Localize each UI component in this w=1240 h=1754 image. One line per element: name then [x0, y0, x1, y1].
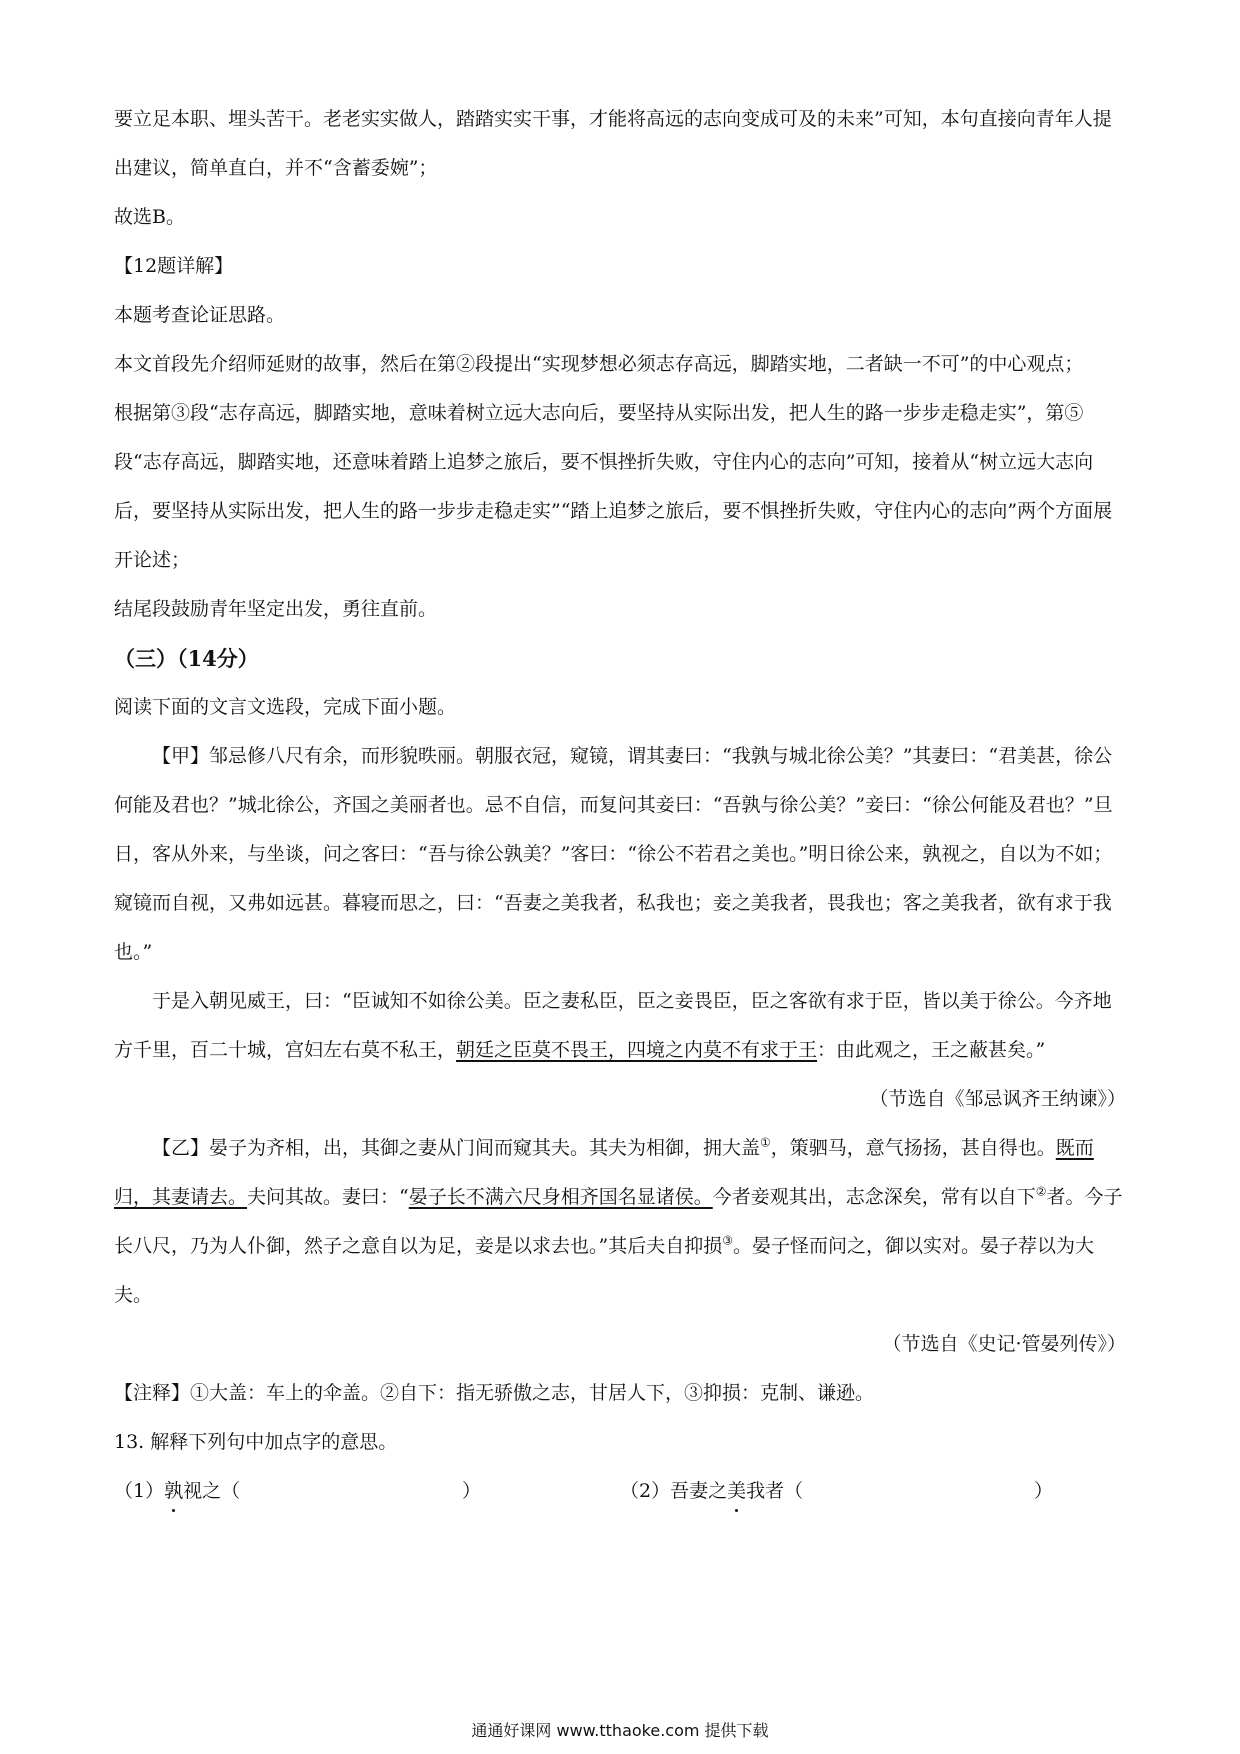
yi-text-2: ，策驷马，意气扬扬，甚自得也。 — [770, 1137, 1056, 1159]
footnote-marker-3: ③ — [722, 1233, 733, 1248]
yi-text-4: 今者妾观其出，志念深矣，常有以自下 — [712, 1186, 1036, 1208]
section-instruction: 阅读下面的文言文选段，完成下面小题。 — [114, 696, 457, 718]
passage-yi-paragraph — [114, 1124, 1126, 1320]
analysis-paragraph-4: 根据第③段“志存高远，脚踏实地，意味着树立远大志向后，要坚持从实际出发，把人生的路一步步走稳走实”，第⑤段“志存高远，脚踏实地，还意味着踏上追梦之旅后，要不惧挫折失败，守住内心的志向”可知，接着从“树立远大志向后，要坚持从实际出发，把人生的路一步步走稳走实”“踏上追梦之旅后，要不惧挫折失败，守住内心的志向”两个方面展开论述； — [114, 402, 1113, 571]
analysis-paragraph-2: 本题考查论证思路。 — [114, 304, 286, 326]
analysis-paragraph-1: 要立足本职、埋头苦干。老老实实做人，踏踏实实干事，才能将高远的志向变成可及的未来”可知，本句直接向青年人提出建议，简单直白，并不“含蓄委婉”； — [114, 108, 1112, 179]
item-2-text-before: 吾妻之 — [670, 1480, 728, 1502]
passage-yi-source: （节选自《史记·管晏列传》） — [882, 1333, 1126, 1355]
question-13-stem: 13. 解释下列句中加点字的意思。 — [114, 1431, 398, 1453]
item-1-number: （1） — [114, 1480, 165, 1502]
page-content — [114, 95, 1126, 1516]
question-12-heading: 【12题详解】 — [114, 255, 234, 277]
yi-underlined-sentence-2: 晏子长不满六尺身相齐国名显诸侯。 — [408, 1186, 713, 1208]
analysis-paragraph-3: 本文首段先介绍师延财的故事，然后在第②段提出“实现梦想必须志存高远，脚踏实地，二者缺一不可”的中心观点； — [114, 353, 1084, 375]
item-1-dotted-char: 孰 — [164, 1467, 183, 1516]
question-13-item-1 — [114, 1467, 240, 1516]
answer-line: 故选B。 — [114, 206, 185, 228]
item-1-close-paren: ） — [462, 1480, 482, 1502]
footnote-marker-2: ② — [1035, 1184, 1047, 1199]
question-13-items — [114, 1467, 1126, 1516]
passage-jia-paragraph-2 — [114, 977, 1126, 1075]
jia-text-before: 于是入朝见威王，曰：“臣诚知不如徐公美。臣之妻私臣，臣之妾畏臣，臣之客欲有求于臣，皆以美于徐公。今齐地方千里，百二十城，宫妇左右莫不私王， — [114, 990, 1112, 1061]
item-1-text: 视之（ — [183, 1480, 241, 1502]
analysis-paragraph-5: 结尾段鼓励青年坚定出发，勇往直前。 — [114, 598, 438, 620]
section-heading: （三）（14分） — [114, 646, 259, 671]
item-2-text: 我者（ — [746, 1480, 804, 1502]
item-2-dotted-char: 美 — [727, 1467, 746, 1516]
question-13-item-2 — [620, 1467, 803, 1516]
passage-jia-paragraph-1: 【甲】邹忌修八尺有余，而形貌昳丽。朝服衣冠，窥镜，谓其妻曰：“我孰与城北徐公美？”其妻曰：“君美甚，徐公何能及君也？”城北徐公，齐国之美丽者也。忌不自信，而复问其妾曰：“吾孰与徐公美？”妾曰：“徐公何能及君也？”旦日，客从外来，与坐谈，问之客曰：“吾与徐公孰美？”客曰：“徐公不若君之美也。”明日徐公来，孰视之，自以为不如；窥镜而自视，又弗如远甚。暮寝而思之，曰：“吾妻之美我者，私我也；妾之美我者，畏我也；客之美我者，欲有求于我也。” — [114, 745, 1113, 963]
item-2-close-paren: ） — [1034, 1480, 1054, 1502]
annotation-notes: 【注释】①大盖：车上的伞盖。②自下：指无骄傲之志，甘居人下，③抑损：克制、谦逊。 — [114, 1382, 875, 1404]
item-2-number: （2） — [620, 1480, 671, 1502]
yi-text-1: 【乙】晏子为齐相，出，其御之妻从门间而窥其夫。其夫为相御，拥大盖 — [152, 1137, 761, 1159]
footnote-marker-1: ① — [760, 1135, 771, 1150]
passage-jia-source: （节选自《邹忌讽齐王纳谏》） — [869, 1088, 1126, 1110]
jia-text-after: ：由此观之，王之蔽甚矣。” — [817, 1039, 1046, 1061]
yi-underlined-sentence-1: 既而归，其妻请去。 — [114, 1137, 1094, 1208]
yi-text-3: 夫问其故。妻曰：“ — [247, 1186, 409, 1208]
page-footer: 通通好课网 www.tthaoke.com 提供下载 — [471, 1721, 769, 1740]
jia-underlined-sentence: 朝廷之臣莫不畏王，四境之内莫不有求于王 — [456, 1039, 818, 1061]
yi-text-5: 者。今子长八尺，乃为人仆御，然子之意自以为足，妾是以求去也。”其后夫自抑损 — [114, 1186, 1123, 1257]
yi-text-6: 。晏子怪而问之，御以实对。晏子荐以为大夫。 — [114, 1235, 1094, 1306]
